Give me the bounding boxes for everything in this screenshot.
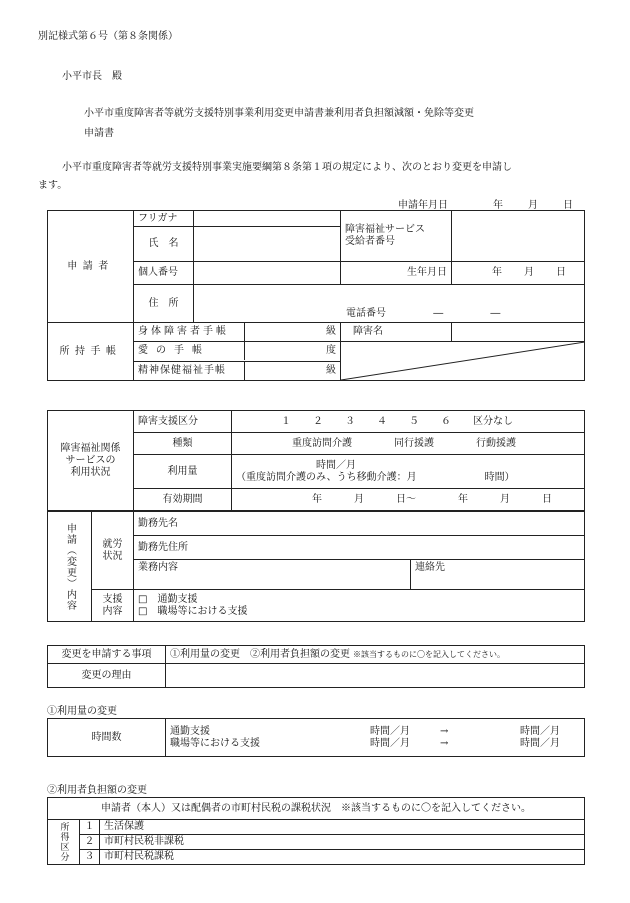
- furigana-label: フリガナ: [134, 211, 194, 227]
- form-number: 別記様式第６号（第８条関係）: [38, 31, 178, 42]
- phone-label: 電話番号: [346, 308, 386, 319]
- handbook-row: 精神保健福祉手帳 級: [134, 361, 341, 381]
- usage-change-table: [47, 718, 585, 757]
- addressee: 小平市長 殿: [62, 71, 122, 82]
- application-date-label: 申請年月日: [398, 200, 448, 211]
- handbook-section-label: 所持手帳: [48, 323, 134, 381]
- support-content-label: 支援 内容: [92, 590, 134, 622]
- recipient-number-label: 障害福祉サービス 受給者番号: [341, 211, 452, 262]
- change-reason-label: 変更の理由: [48, 664, 166, 688]
- change-item-options[interactable]: ①利用量の変更 ②利用者負担額の変更 ※該当するものに〇を記入してください。: [166, 646, 585, 664]
- income-option-number: ３: [80, 850, 100, 865]
- applicant-section-label: 申請者: [48, 211, 134, 323]
- service-type-label: 種類: [134, 433, 232, 455]
- employer-name-field[interactable]: 勤務先名: [134, 512, 585, 536]
- name-label: 氏 名: [134, 227, 194, 262]
- address-field[interactable]: 電話番号 ― ―: [194, 285, 585, 323]
- workplace-support-checkbox[interactable]: □ 職場等における支援: [138, 605, 248, 617]
- birthdate-field[interactable]: 年 月 日: [452, 262, 585, 285]
- intro-line1: 小平市重度障害者等就労支援特別事業実施要綱第８条第１項の規定により、次のとおり変更を申請し: [62, 162, 512, 173]
- form-title-line2: 申請書: [84, 128, 114, 139]
- burden-change-heading: ②利用者負担額の変更: [47, 785, 147, 796]
- service-usage-table: [47, 410, 585, 511]
- income-option-nontaxable[interactable]: 市町村民税非課税: [100, 835, 585, 850]
- employer-address-field[interactable]: 勤務先住所: [134, 536, 585, 560]
- change-items-table: [47, 645, 585, 688]
- applicant-table: [47, 210, 585, 381]
- form-title-line1: 小平市重度障害者等就労支援特別事業利用変更申請書兼利用者負担額減額・免除等変更: [84, 108, 474, 119]
- address-label: 住 所: [134, 285, 194, 323]
- valid-period-label: 有効期間: [134, 489, 232, 511]
- content-section-label: 申請（変更）内容: [48, 512, 92, 622]
- support-options[interactable]: [134, 590, 585, 622]
- handbook-row: 愛の手帳 度: [134, 342, 341, 362]
- contact-field[interactable]: 連絡先: [411, 560, 585, 590]
- date-day-label: 日: [563, 200, 573, 211]
- valid-period-field[interactable]: 年 月 日～ 年 月 日: [232, 489, 585, 511]
- income-option-welfare[interactable]: 生活保護: [100, 820, 585, 835]
- hours-field[interactable]: 通勤支援 時間／月 → 時間／月 職場等における支援 時間／月 → 時間／月: [166, 719, 585, 757]
- income-option-taxable[interactable]: 市町村民税課税: [100, 850, 585, 865]
- disability-name-field[interactable]: [452, 323, 585, 342]
- service-type-options[interactable]: 重度訪問介護 同行援護 行動援護: [232, 433, 585, 455]
- support-level-label: 障害支援区分: [134, 411, 232, 433]
- recipient-number-field[interactable]: [452, 211, 585, 262]
- burden-change-table: [47, 797, 585, 865]
- job-content-field[interactable]: 業務内容: [134, 560, 411, 590]
- change-item-label: 変更を申請する事項: [48, 646, 166, 664]
- handbook-row: 身体障害者手帳 級: [134, 323, 341, 342]
- date-year-label: 年: [493, 200, 503, 211]
- service-section-label: 障害福祉関係 サービスの 利用状況: [48, 411, 134, 511]
- income-option-number: ２: [80, 835, 100, 850]
- personal-number-label: 個人番号: [134, 262, 194, 285]
- disability-name-label: 障害名: [341, 323, 452, 342]
- personal-number-field[interactable]: [194, 262, 341, 285]
- usage-field[interactable]: 時間／月 （重度訪問介護のみ、うち移動介護：月 時間）: [232, 455, 585, 489]
- hours-label: 時間数: [48, 719, 166, 757]
- intro-line2: ます。: [38, 180, 68, 191]
- birthdate-label: 生年月日: [341, 262, 452, 285]
- application-content-table: [47, 511, 585, 622]
- income-option-number: １: [80, 820, 100, 835]
- work-status-label: 就労 状況: [92, 512, 134, 590]
- commute-support-checkbox[interactable]: □ 通勤支援: [138, 593, 198, 605]
- usage-change-heading: ①利用量の変更: [47, 706, 117, 717]
- furigana-field[interactable]: [194, 211, 341, 227]
- date-month-label: 月: [528, 200, 538, 211]
- tax-status-header: 申請者（本人）又は配偶者の市町村民税の課税状況 ※該当するものに〇を記入してください。: [48, 798, 585, 820]
- usage-label: 利用量: [134, 455, 232, 489]
- name-field[interactable]: [194, 227, 341, 262]
- support-level-options[interactable]: １ ２ ３ ４ ５ ６ 区分なし: [232, 411, 585, 433]
- income-category-label: 所得区分: [48, 820, 80, 865]
- disability-diagonal: [341, 342, 585, 381]
- change-reason-field[interactable]: [166, 664, 585, 688]
